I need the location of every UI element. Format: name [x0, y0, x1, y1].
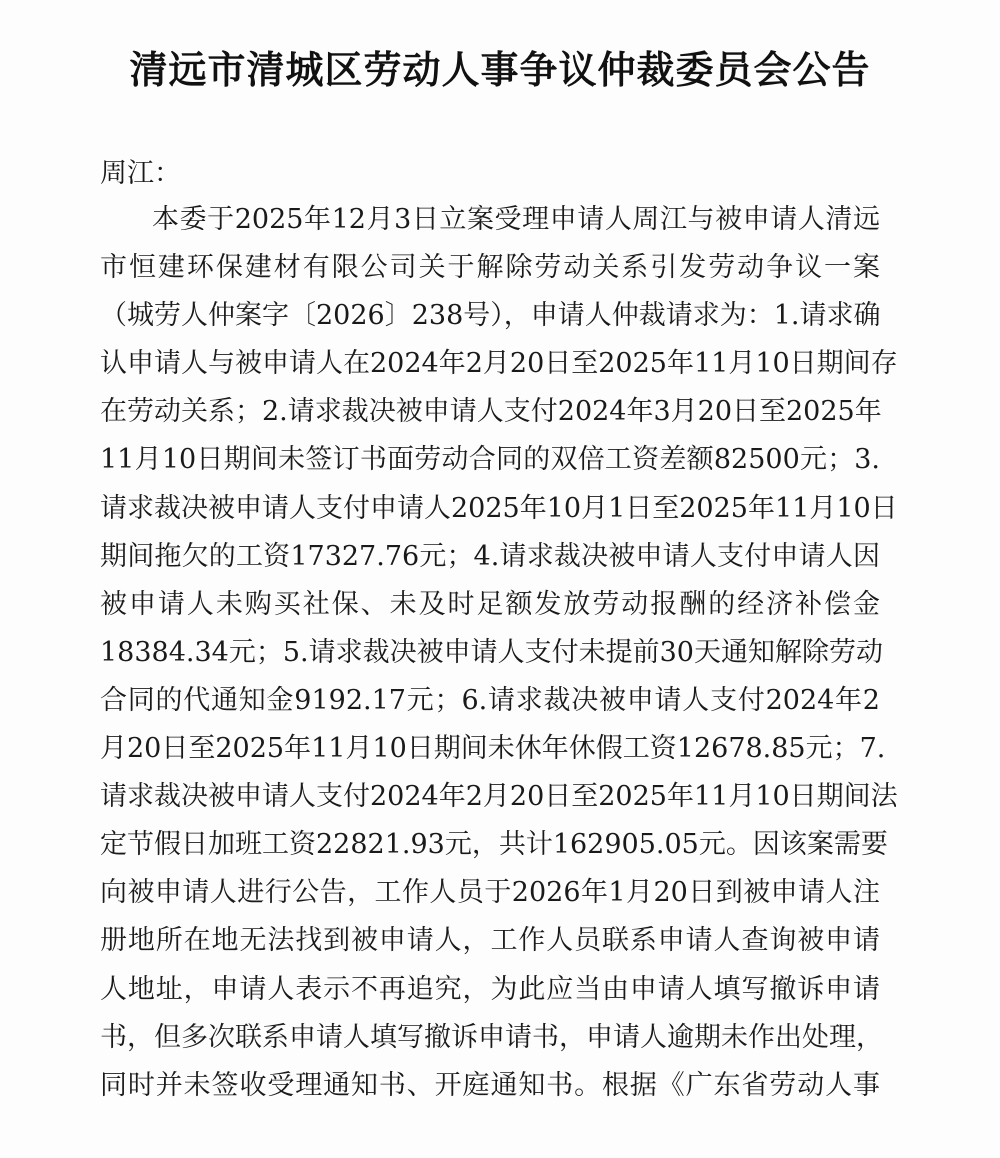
- body-line: 请求裁决被申请人支付2024年2月20日至2025年11月10日期间法: [100, 781, 898, 813]
- body-line: 市恒建环保建材有限公司关于解除劳动关系引发劳动争议一案: [100, 252, 880, 284]
- body-line: 向被申请人进行公告，工作人员于2026年1月20日到被申请人注: [100, 877, 880, 909]
- body-line: 18384.34元；5.请求裁决被申请人支付未提前30天通知解除劳动: [100, 636, 883, 668]
- body-line: 被申请人未购买社保、未及时足额发放劳动报酬的经济补偿金: [100, 588, 880, 620]
- body-line: 人地址，申请人表示不再追究，为此应当由申请人填写撤诉申请: [100, 973, 880, 1005]
- body-line: 定节假日加班工资22821.93元，共计162905.05元。因该案需要: [100, 829, 888, 861]
- body-line: 在劳动关系；2.请求裁决被申请人支付2024年3月20日至2025年: [100, 396, 882, 428]
- notice-body: [100, 196, 898, 1110]
- body-line: 11月10日期间未签订书面劳动合同的双倍工资差额82500元；3.: [100, 444, 880, 476]
- body-line: 月20日至2025年11月10日期间未休年休假工资12678.85元；7.: [100, 733, 886, 765]
- body-line: 同时并未签收受理通知书、开庭通知书。根据《广东省劳动人事: [100, 1069, 880, 1101]
- body-line: 册地所在地无法找到被申请人，工作人员联系申请人查询被申请: [100, 925, 880, 957]
- body-line: （城劳人仲案字〔2026〕238号），申请人仲裁请求为：1.请求确: [100, 300, 881, 332]
- body-line: 认申请人与被申请人在2024年2月20日至2025年11月10日期间存: [100, 348, 898, 380]
- body-line: 请求裁决被申请人支付申请人2025年10月1日至2025年11月10日: [100, 492, 898, 524]
- body-line: 合同的代通知金9192.17元；6.请求裁决被申请人支付2024年2: [100, 684, 880, 716]
- body-line: 期间拖欠的工资17327.76元；4.请求裁决被申请人支付申请人因: [100, 540, 880, 572]
- salutation: 周江：: [100, 158, 181, 189]
- body-line: 本委于2025年12月3日立案受理申请人周江与被申请人清远: [152, 204, 880, 235]
- body-line: 书，但多次联系申请人填写撤诉申请书，申请人逾期未作出处理，: [100, 1021, 883, 1053]
- notice-title: 清远市清城区劳动人事争议仲裁委员会公告: [129, 48, 871, 92]
